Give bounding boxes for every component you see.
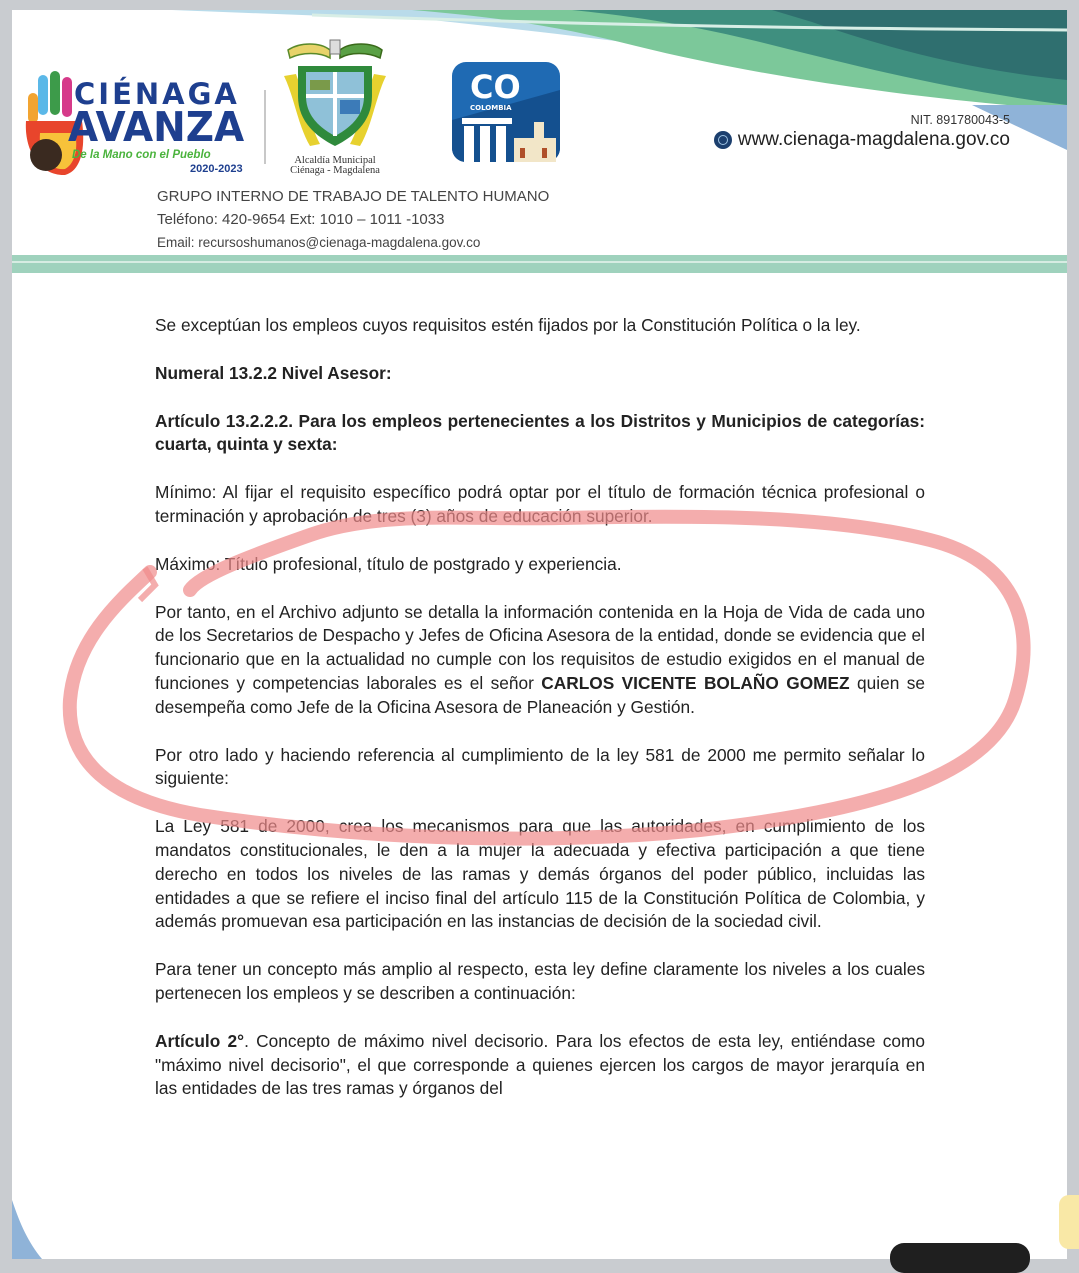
paragraph-maximo: Máximo: Título profesional, título de postgrado y experiencia. — [155, 553, 622, 574]
colombia-co-logo — [450, 60, 562, 170]
heading-numeral: Numeral 13.2.2 Nivel Asesor: — [155, 362, 392, 383]
logo-line1: CIÉNAGA — [74, 77, 240, 111]
logo-divider — [264, 90, 266, 164]
paragraph-ley-581-description: La Ley 581 de 2000, crea los mecanismos para que las autoridades, en cumplimiento de los mandatos constitucionales, le den a la mujer la adecuada y efectiva participación a que tiene derecho en todos los niveles de las ramas y demás órganos del poder público, incluidas las entidades a que se refiere el inciso final del artículo 115 de la Constitución Política de Colombia, y además promuevan esa participación en las instancias de decisión de la sociedad civil. — [155, 816, 925, 932]
header-contact-block — [157, 185, 549, 254]
logo-line2: AVANZA — [68, 103, 245, 151]
shield-caption-line2: Ciénaga - Magdalena — [290, 165, 380, 176]
globe-icon — [714, 131, 732, 149]
paragraph-concepto: Para tener un concepto más amplio al respecto, esta ley define claramente los niveles a los cuales pertenecen los empleos y se describen a continuación: — [155, 959, 925, 1003]
paragraph-articulo-2 — [155, 1030, 925, 1101]
paragraph-por-tanto — [155, 601, 925, 720]
co-logo-subtext: COLOMBIA — [470, 104, 512, 112]
heading-articulo: Artículo 13.2.2.2. Para los empleos pertenecientes a los Distritos y Municipios de categorías: cuarta, quinta y sexta: — [155, 410, 925, 455]
municipal-shield-icon — [280, 36, 390, 156]
overlay-pill-button[interactable] — [890, 1243, 1030, 1273]
shield-caption-line1: Alcaldía Municipal — [294, 155, 376, 166]
paragraph-exceptions: Se exceptúan los empleos cuyos requisitos estén fijados por la Constitución Política o la ley. — [155, 315, 861, 335]
phone-line: Teléfono: 420-9654 Ext: 1010 – 1011 -1033 — [157, 211, 445, 228]
email-line: Email: recursoshumanos@cienaga-magdalena.gov.co — [157, 235, 481, 250]
nit-number: NIT. 891780043-5 — [910, 113, 1010, 127]
por-tanto-text-start: Por tanto, en el Archivo adjunto se detalla la información contenida en la Hoja de Vida de cada uno de los Secretarios de Despacho y Jefes de Oficina Asesora de la entidad, donde se evidencia que el funcionario que en la actualidad no cumple con los requisitos de estudio exigidos en el manual de funciones y competencias laborales es el señor — [155, 601, 925, 693]
group-name: GRUPO INTERNO DE TRABAJO DE TALENTO HUMANO — [157, 188, 550, 205]
official-name: CARLOS VICENTE BOLAÑO GOMEZ — [541, 672, 850, 693]
paragraph-minimo: Mínimo: Al fijar el requisito específico podrá optar por el título de formación técnica profesional o terminación y aprobación de tres (3) años de educación superior. — [155, 482, 925, 526]
articulo-2-lead: Artículo 2° — [155, 1030, 245, 1051]
website-link[interactable] — [714, 129, 1010, 151]
footer-yellow-decoration — [1059, 1195, 1079, 1249]
document-body — [155, 314, 925, 1101]
document-page — [12, 10, 1067, 1259]
logo-years: 2020-2023 — [190, 163, 243, 175]
articulo-2-text: . Concepto de máximo nivel decisorio. Para los efectos de esta ley, entiéndase como "máximo nivel decisorio", el que corresponde a quienes ejercen los cargos de mayor jerarquía en las entidades de las tres ramas y órganos del — [155, 1030, 925, 1099]
logo-slogan: De la Mano con el Pueblo — [72, 149, 211, 161]
header-divider-band — [12, 255, 1067, 273]
website-url[interactable]: www.cienaga-magdalena.gov.co — [737, 129, 1010, 150]
shield-caption — [280, 156, 390, 176]
por-tanto-text-end: quien se desempeña como Jefe de la Oficina Asesora de Planeación y Gestión. — [155, 672, 925, 717]
paragraph-ley-581-reference: Por otro lado y haciendo referencia al cumplimiento de la ley 581 de 2000 me permito señalar lo siguiente: — [155, 744, 925, 789]
cienaga-avanza-logo — [20, 65, 270, 190]
footer-corner-decoration — [12, 1200, 72, 1259]
co-logo-text: CO — [470, 68, 521, 106]
